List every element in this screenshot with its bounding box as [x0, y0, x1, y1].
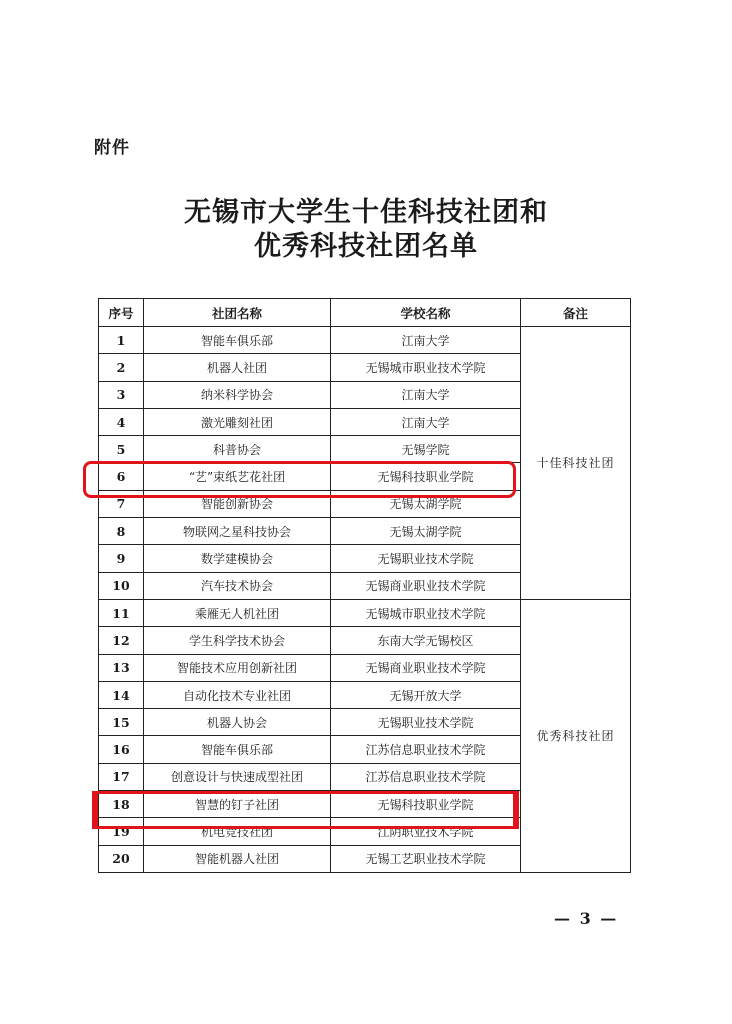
row-number: 20 [99, 845, 144, 872]
club-name: “艺”束纸艺花社团 [144, 463, 331, 490]
school-name: 无锡学院 [331, 436, 521, 463]
row-number: 19 [99, 818, 144, 845]
school-name: 无锡科技职业学院 [331, 791, 521, 818]
school-name: 江阴职业技术学院 [331, 818, 521, 845]
club-name: 机器人协会 [144, 709, 331, 736]
row-number: 1 [99, 327, 144, 354]
school-name: 无锡城市职业技术学院 [331, 599, 521, 626]
club-roster-table [98, 298, 631, 873]
row-number: 15 [99, 709, 144, 736]
club-name: 数学建模协会 [144, 545, 331, 572]
row-number: 18 [99, 791, 144, 818]
row-number: 14 [99, 681, 144, 708]
club-name: 自动化技术专业社团 [144, 681, 331, 708]
row-number: 12 [99, 627, 144, 654]
club-name: 智能技术应用创新社团 [144, 654, 331, 681]
group-remark: 十佳科技社团 [521, 327, 631, 600]
table-row [99, 599, 631, 626]
school-name: 无锡商业职业技术学院 [331, 654, 521, 681]
school-name: 江苏信息职业技术学院 [331, 763, 521, 790]
header-remark: 备注 [521, 299, 631, 327]
header-no: 序号 [99, 299, 144, 327]
page-number: — 3 — [554, 909, 619, 928]
club-name: 智能车俱乐部 [144, 327, 331, 354]
school-name: 江南大学 [331, 381, 521, 408]
school-name: 无锡科技职业学院 [331, 463, 521, 490]
school-name: 无锡城市职业技术学院 [331, 354, 521, 381]
document-title-line2: 优秀科技社团名单 [254, 231, 478, 262]
school-name: 东南大学无锡校区 [331, 627, 521, 654]
group-remark: 优秀科技社团 [521, 599, 631, 872]
school-name: 江南大学 [331, 408, 521, 435]
row-number: 2 [99, 354, 144, 381]
club-name: 智慧的钉子社团 [144, 791, 331, 818]
row-number: 7 [99, 490, 144, 517]
row-number: 11 [99, 599, 144, 626]
school-name: 无锡工艺职业技术学院 [331, 845, 521, 872]
school-name: 无锡太湖学院 [331, 518, 521, 545]
club-name: 智能创新协会 [144, 490, 331, 517]
table-header-row [99, 299, 631, 327]
school-name: 无锡开放大学 [331, 681, 521, 708]
club-name: 科普协会 [144, 436, 331, 463]
club-name: 机器人社团 [144, 354, 331, 381]
school-name: 无锡商业职业技术学院 [331, 572, 521, 599]
row-number: 3 [99, 381, 144, 408]
header-club-name: 社团名称 [144, 299, 331, 327]
club-name: 智能车俱乐部 [144, 736, 331, 763]
row-number: 5 [99, 436, 144, 463]
attachment-label: 附件 [94, 138, 130, 158]
club-name: 物联网之星科技协会 [144, 518, 331, 545]
club-name: 激光雕刻社团 [144, 408, 331, 435]
school-name: 无锡职业技术学院 [331, 545, 521, 572]
club-name: 乘雁无人机社团 [144, 599, 331, 626]
club-name: 学生科学技术协会 [144, 627, 331, 654]
club-name: 纳米科学协会 [144, 381, 331, 408]
club-name: 机电竞技社团 [144, 818, 331, 845]
row-number: 4 [99, 408, 144, 435]
row-number: 17 [99, 763, 144, 790]
school-name: 无锡职业技术学院 [331, 709, 521, 736]
row-number: 9 [99, 545, 144, 572]
club-name: 智能机器人社团 [144, 845, 331, 872]
row-number: 8 [99, 518, 144, 545]
document-title-line1: 无锡市大学生十佳科技社团和 [184, 197, 548, 228]
row-number: 16 [99, 736, 144, 763]
row-number: 6 [99, 463, 144, 490]
table-row [99, 327, 631, 354]
header-school-name: 学校名称 [331, 299, 521, 327]
club-name: 汽车技术协会 [144, 572, 331, 599]
school-name: 无锡太湖学院 [331, 490, 521, 517]
school-name: 江南大学 [331, 327, 521, 354]
row-number: 13 [99, 654, 144, 681]
club-name: 创意设计与快速成型社团 [144, 763, 331, 790]
row-number: 10 [99, 572, 144, 599]
table-body [99, 327, 631, 873]
school-name: 江苏信息职业技术学院 [331, 736, 521, 763]
